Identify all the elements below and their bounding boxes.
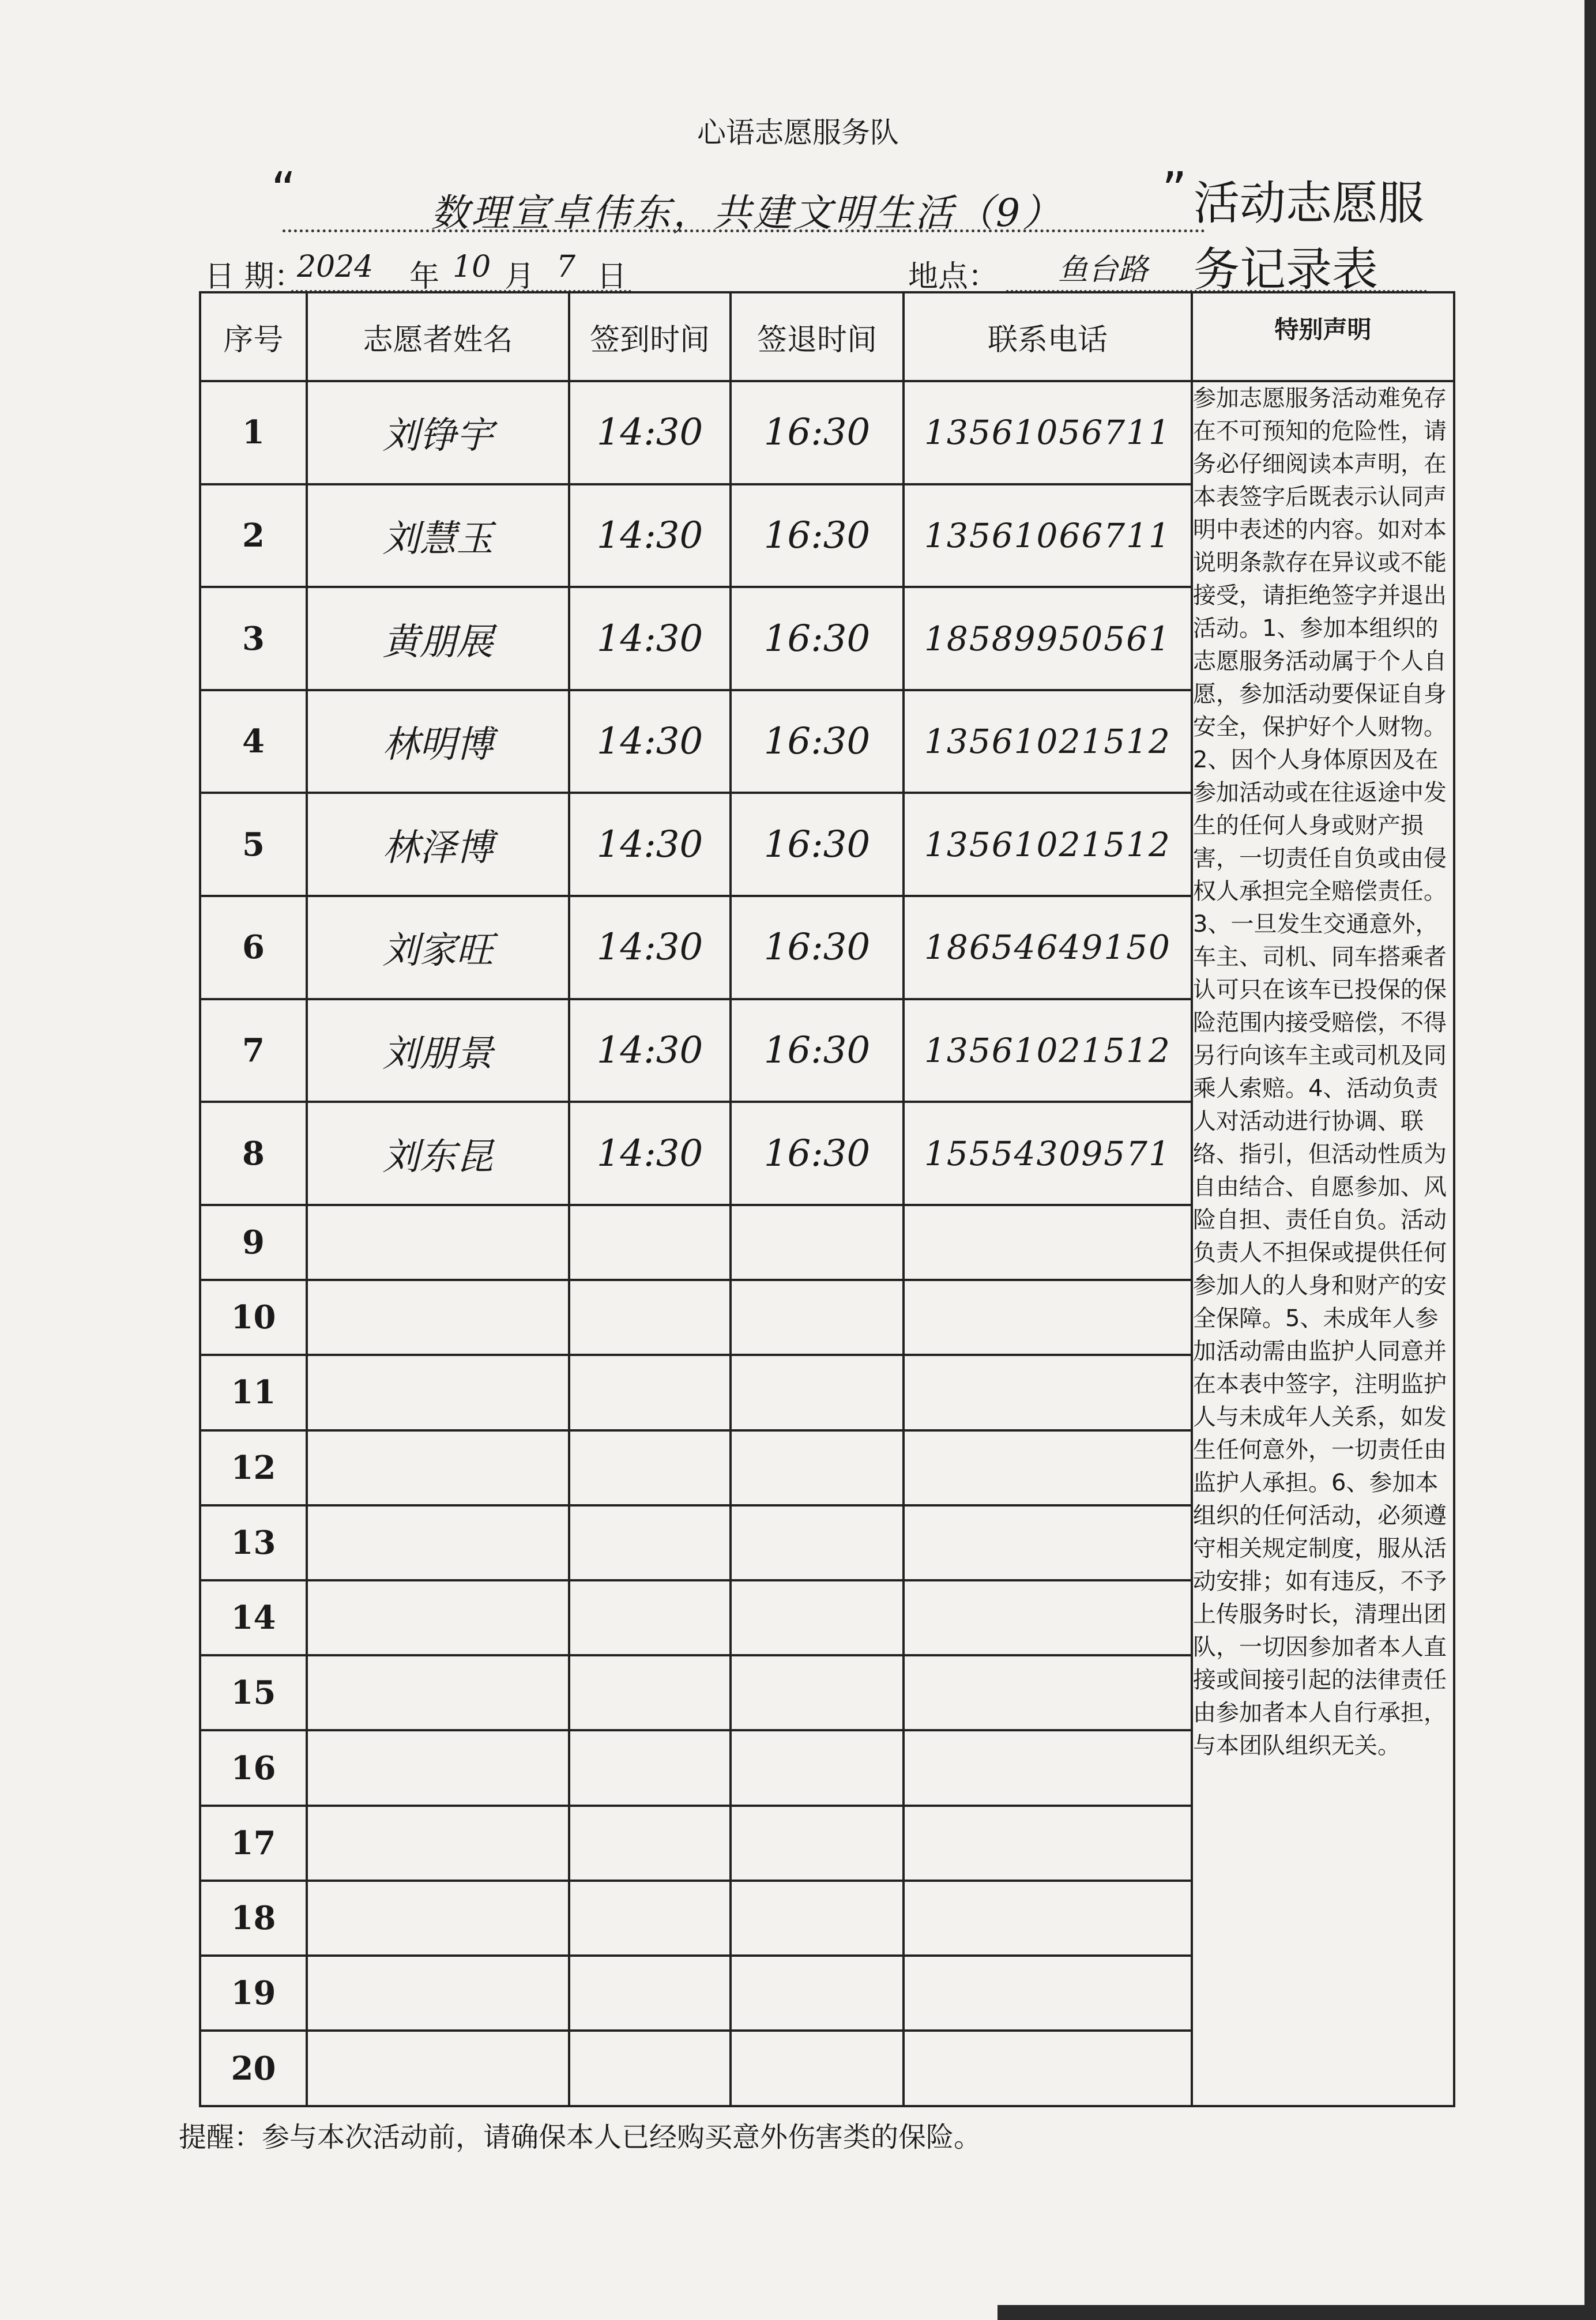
volunteer-name	[307, 1881, 569, 1956]
checkin-time	[569, 1881, 731, 1956]
year-char: 年	[409, 259, 440, 294]
row-number: 5	[200, 793, 307, 896]
row-number: 6	[200, 896, 307, 999]
volunteer-name: 黄朋展	[307, 587, 569, 690]
phone-number	[904, 1505, 1192, 1580]
checkin-time: 14:30	[569, 1102, 731, 1205]
checkout-time	[731, 1280, 904, 1355]
checkin-time: 14:30	[569, 690, 731, 793]
volunteer-name	[307, 1806, 569, 1881]
checkout-time	[731, 1205, 904, 1280]
phone-number	[904, 1355, 1192, 1430]
checkin-time: 14:30	[569, 484, 731, 587]
checkout-time	[731, 1806, 904, 1881]
phone-number	[904, 2031, 1192, 2106]
row-number: 20	[200, 2031, 307, 2106]
row-number: 7	[200, 999, 307, 1102]
row-number: 18	[200, 1881, 307, 1956]
row-number: 16	[200, 1730, 307, 1805]
checkin-time	[569, 2031, 731, 2106]
table-row	[200, 381, 1454, 484]
volunteer-name: 刘东昆	[307, 1102, 569, 1205]
row-number: 17	[200, 1806, 307, 1881]
insurance-reminder: 提醒：参与本次活动前，请确保本人已经购买意外伤害类的保险。	[179, 2121, 982, 2153]
checkout-time: 16:30	[731, 587, 904, 690]
checkin-time	[569, 1806, 731, 1881]
checkin-time	[569, 1956, 731, 2031]
phone-number	[904, 1730, 1192, 1805]
checkout-time	[731, 1655, 904, 1730]
row-number: 15	[200, 1655, 307, 1730]
col-header-declaration: 特别声明	[1192, 292, 1454, 381]
checkout-time	[731, 1505, 904, 1580]
col-header-checkin: 签到时间	[569, 292, 731, 381]
volunteer-name	[307, 1655, 569, 1730]
phone-number	[904, 1655, 1192, 1730]
checkout-time: 16:30	[731, 381, 904, 484]
record-table	[199, 291, 1455, 2107]
phone-number	[904, 1580, 1192, 1655]
row-number: 12	[200, 1430, 307, 1505]
phone-number	[904, 1956, 1192, 2031]
open-quote: “	[271, 161, 296, 218]
checkin-time: 14:30	[569, 999, 731, 1102]
row-number: 1	[200, 381, 307, 484]
special-declaration: 参加志愿服务活动难免存在不可预知的危险性，请务必仔细阅读本声明，在本表签字后既表示认同声明中表述的内容。如对本说明条款存在异议或不能接受，请拒绝签字并退出活动。1、参加本组织的志愿服务活动属于个人自愿，参加活动要保证自身安全，保护好个人财物。2、因个人身体原因及在参加活动或在往返途中发生的任何人身或财产损害，一切责任自负或由侵权人承担完全赔偿责任。3、一旦发生交通意外，车主、司机、同车搭乘者认可只在该车已投保的保险范围内接受赔偿，不得另行向该车主或司机及同乘人索赔。4、活动负责人对活动进行协调、联络、指引，但活动性质为自由结合、自愿参加、风险自担、责任自负。活动负责人不担保或提供任何参加人的人身和财产的安全保障。5、未成年人参加活动需由监护人同意并在本表中签字，注明监护人与未成年人关系，如发生任何意外，一切责任由监护人承担。6、参加本组织的任何活动，必须遵守相关规定制度，服从活动安排；如有违反，不予上传服务时长，清理出团队，一切因参加者本人直接或间接引起的法律责任由参加者本人自行承担，与本团队组织无关。	[1192, 381, 1454, 2106]
topic-underline	[283, 229, 1205, 232]
checkout-time: 16:30	[731, 484, 904, 587]
volunteer-name	[307, 1956, 569, 2031]
row-number: 10	[200, 1280, 307, 1355]
phone-number	[904, 1280, 1192, 1355]
volunteer-name	[307, 1730, 569, 1805]
phone-number: 18589950561	[904, 587, 1192, 690]
phone-number: 13561021512	[904, 999, 1192, 1102]
scan-edge-bottom	[998, 2305, 1596, 2320]
checkout-time: 16:30	[731, 896, 904, 999]
volunteer-name	[307, 1580, 569, 1655]
header-row	[200, 292, 1454, 381]
volunteer-name	[307, 2031, 569, 2106]
date-year: 2024	[297, 250, 374, 284]
row-number: 13	[200, 1505, 307, 1580]
phone-number: 13561021512	[904, 793, 1192, 896]
phone-number: 18654649150	[904, 896, 1192, 999]
col-header-name: 志愿者姓名	[307, 292, 569, 381]
checkout-time: 16:30	[731, 1102, 904, 1205]
checkout-time	[731, 1580, 904, 1655]
volunteer-name: 刘慧玉	[307, 484, 569, 587]
volunteer-name	[307, 1280, 569, 1355]
col-header-checkout: 签退时间	[731, 292, 904, 381]
volunteer-name: 刘朋景	[307, 999, 569, 1102]
date-label: 日 期：	[205, 259, 304, 294]
volunteer-name	[307, 1505, 569, 1580]
activity-topic: 数理宣卓伟东，共建文明生活（9）	[431, 191, 1063, 235]
volunteer-name	[307, 1355, 569, 1430]
checkout-time: 16:30	[731, 793, 904, 896]
phone-number: 13561056711	[904, 381, 1192, 484]
volunteer-name: 林泽博	[307, 793, 569, 896]
row-number: 2	[200, 484, 307, 587]
date-day: 7	[556, 250, 576, 284]
phone-number	[904, 1881, 1192, 1956]
row-number: 11	[200, 1355, 307, 1430]
phone-number: 13561021512	[904, 690, 1192, 793]
meta-row	[205, 245, 1427, 297]
row-number: 19	[200, 1956, 307, 2031]
checkout-time: 16:30	[731, 690, 904, 793]
date-month: 10	[453, 250, 491, 284]
checkin-time	[569, 1280, 731, 1355]
checkin-time	[569, 1655, 731, 1730]
location-label: 地点：	[908, 259, 999, 294]
checkout-time	[731, 1430, 904, 1505]
col-header-phone: 联系电话	[904, 292, 1192, 381]
checkin-time: 14:30	[569, 793, 731, 896]
checkin-time	[569, 1430, 731, 1505]
checkin-time: 14:30	[569, 896, 731, 999]
organization-name: 心语志愿服务队	[697, 116, 899, 149]
month-char: 月	[505, 259, 535, 294]
col-header-number: 序号	[200, 292, 307, 381]
volunteer-name	[307, 1430, 569, 1505]
title-suffix: 活动志愿服务记录表	[1194, 176, 1424, 296]
checkin-time	[569, 1580, 731, 1655]
checkout-time	[731, 1956, 904, 2031]
row-number: 8	[200, 1102, 307, 1205]
checkin-time	[569, 1730, 731, 1805]
row-number: 14	[200, 1580, 307, 1655]
scan-edge-right	[1584, 0, 1596, 2320]
volunteer-name: 林明博	[307, 690, 569, 793]
checkin-time	[569, 1205, 731, 1280]
checkin-time: 14:30	[569, 381, 731, 484]
volunteer-name	[307, 1205, 569, 1280]
checkout-time	[731, 1730, 904, 1805]
checkout-time	[731, 2031, 904, 2106]
checkout-time	[731, 1355, 904, 1430]
phone-number	[904, 1430, 1192, 1505]
phone-number: 15554309571	[904, 1102, 1192, 1205]
checkin-time	[569, 1355, 731, 1430]
volunteer-name: 刘铮宇	[307, 381, 569, 484]
checkin-time: 14:30	[569, 587, 731, 690]
row-number: 4	[200, 690, 307, 793]
close-quote: ”	[1162, 161, 1187, 218]
day-char: 日	[597, 259, 627, 294]
row-number: 3	[200, 587, 307, 690]
checkout-time: 16:30	[731, 999, 904, 1102]
phone-number	[904, 1806, 1192, 1881]
phone-number: 13561066711	[904, 484, 1192, 587]
volunteer-name: 刘家旺	[307, 896, 569, 999]
location-value: 鱼台路	[1058, 253, 1149, 287]
checkout-time	[731, 1881, 904, 1956]
row-number: 9	[200, 1205, 307, 1280]
checkin-time	[569, 1505, 731, 1580]
phone-number	[904, 1205, 1192, 1280]
